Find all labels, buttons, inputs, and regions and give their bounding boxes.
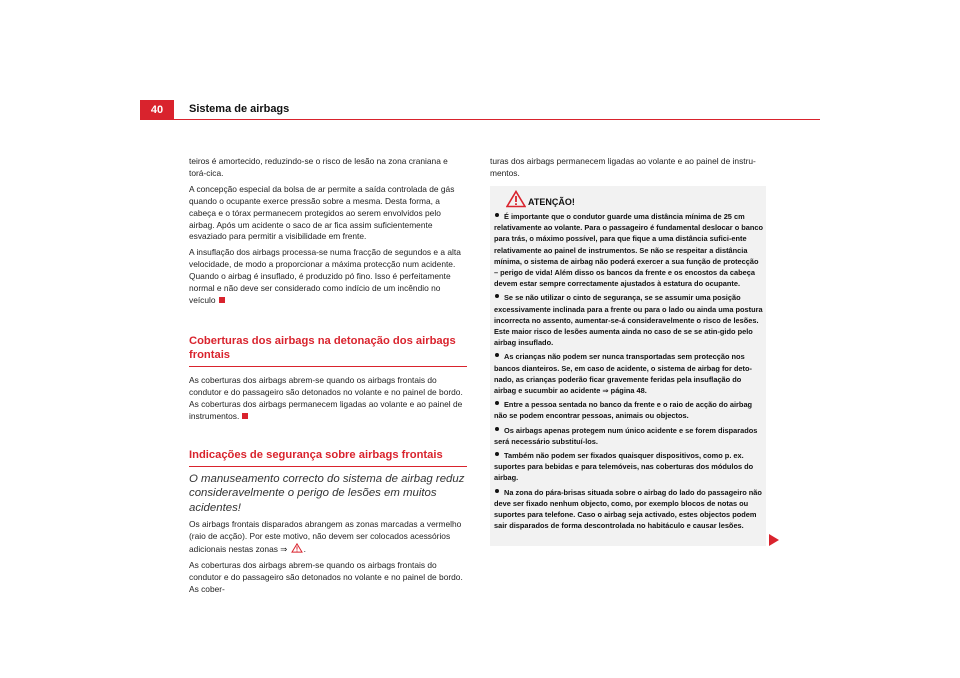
section-heading: Coberturas dos airbags na detonação dos airbags frontais — [189, 334, 456, 361]
header-rule — [140, 119, 820, 120]
continue-arrow-icon[interactable] — [767, 533, 781, 547]
section-rule — [189, 366, 467, 367]
warning-item: Entre a pessoa sentada no banco da frente e o raio de acção do airbag não se podem encontrar pessoas, animais ou objectos. — [494, 400, 753, 421]
warning-box — [490, 186, 766, 546]
paragraph: Os airbags frontais disparados abrangem as zonas marcadas a vermelho (raio de acção). Por este motivo, não devem ser colocados acessórios adicionais nestas zonas ⇒ . — [189, 519, 462, 554]
paragraph: A concepção especial da bolsa de ar permite a saída controlada de gás quando o ocupante exerce pressão sobre a mesma. Desta forma, a cabeça e o tórax permanecem protegidos ao serem envolvidos pelo airbag. Após um acidente o saco de ar fica assim suficientemente esvaziado para permitir a visibilidade em frente. — [189, 183, 455, 242]
end-of-section-icon — [242, 413, 248, 419]
warning-item: É importante que o condutor guarde uma distância mínima de 25 cm relativamente ao volante. Para o passageiro é fundamental deslocar o banco para trás, o máximo possível, para que fique a uma distância sufici-ente relativamente ao painel de instrumentos. Se não se respeitar a distância mínima, o sistema de airbag não poderá exercer a sua função de protecção – perigo de vida! Além disso os bancos da frente e os encostos da cabeça devem estar sempre correctamente ajustados à estatura do ocupante. — [494, 212, 764, 289]
warning-item: Se se não utilizar o cinto de segurança, se se assumir uma posição excessivamente inclinada para a frente ou para o lado ou ainda uma postura incorrecta no assento, aumentar-se-á consideravelmente o risco de lesões. Este maior risco de lesões aumenta ainda no caso de se se atin-gido pelo airbag insuflado. — [494, 293, 763, 348]
paragraph: As coberturas dos airbags abrem-se quando os airbags frontais do condutor e do passageiro são detonados no volante e no painel de bordo. As coberturas dos airbags permanecem ligadas ao volante e ao painel de instrumentos. — [189, 374, 463, 421]
warning-item: Também não podem ser fixados quaisquer dispositivos, como p. ex. suportes para bebidas e para telemóveis, nas coberturas dos módulos do airbag. — [494, 451, 754, 483]
bullet-icon — [495, 353, 499, 357]
page-number: 40 — [140, 100, 174, 120]
chapter-title: Sistema de airbags — [189, 103, 290, 115]
warning-triangle-icon — [506, 190, 526, 208]
warning-item: Os airbags apenas protegem num único acidente e se forem disparados será necessário substituí-los. — [494, 425, 758, 446]
lead-text: O manuseamento correcto do sistema de airbag reduz consideravelmente o perigo de lesões em muitos acidentes! — [189, 472, 465, 514]
warning-item: Na zona do pára-brisas situada sobre o airbag do lado do passageiro não deve ser fixado nenhum objecto, como, por exemplo blocos de notas ou suportes para telefone. Caso o airbag seja activado, estes objectos podem sair disparados de forma descontrolada no habitáculo e causar lesões. — [494, 487, 762, 531]
warning-title: ATENÇÃO! — [528, 197, 575, 207]
paragraph: turas dos airbags permanecem ligadas ao volante e ao painel de instru-mentos. — [490, 156, 756, 178]
bullet-icon — [495, 452, 499, 456]
warning-list — [494, 211, 764, 534]
warning-triangle-icon[interactable] — [290, 543, 304, 553]
right-column — [490, 156, 766, 184]
page-header — [140, 100, 820, 120]
bullet-icon — [495, 427, 499, 431]
bullet-icon — [495, 213, 499, 217]
bullet-icon — [495, 489, 499, 493]
paragraph: teiros é amortecido, reduzindo-se o risco de lesão na zona craniana e torá-cica. — [189, 156, 448, 178]
section-rule — [189, 466, 467, 467]
paragraph: As coberturas dos airbags abrem-se quando os airbags frontais do condutor e do passageiro são detonados no volante e no painel de bordo. As cober- — [189, 559, 463, 594]
end-of-section-icon — [219, 297, 225, 303]
left-column — [189, 156, 467, 599]
section-heading: Indicações de segurança sobre airbags frontais — [189, 448, 443, 461]
warning-item: As crianças não podem ser nunca transportadas sem protecção nos bancos dianteiros. Se, em caso de acidente, o sistema de airbag for deto-nado, as crianças poderão ficar gravemente feridas pela insuflação do airbag e sucumbir ao acidente ⇒ página 48. — [494, 352, 752, 396]
paragraph: A insuflação dos airbags processa-se numa fracção de segundos e a alta velocidade, de modo a proporcionar a máxima protecção num acidente. Quando o airbag é insuflado, é produzido pó fino. Isso é perfeitamente normal e não deve ser considerado como indício de um incêndio no veículo — [189, 247, 461, 305]
bullet-icon — [495, 294, 499, 298]
bullet-icon — [495, 401, 499, 405]
